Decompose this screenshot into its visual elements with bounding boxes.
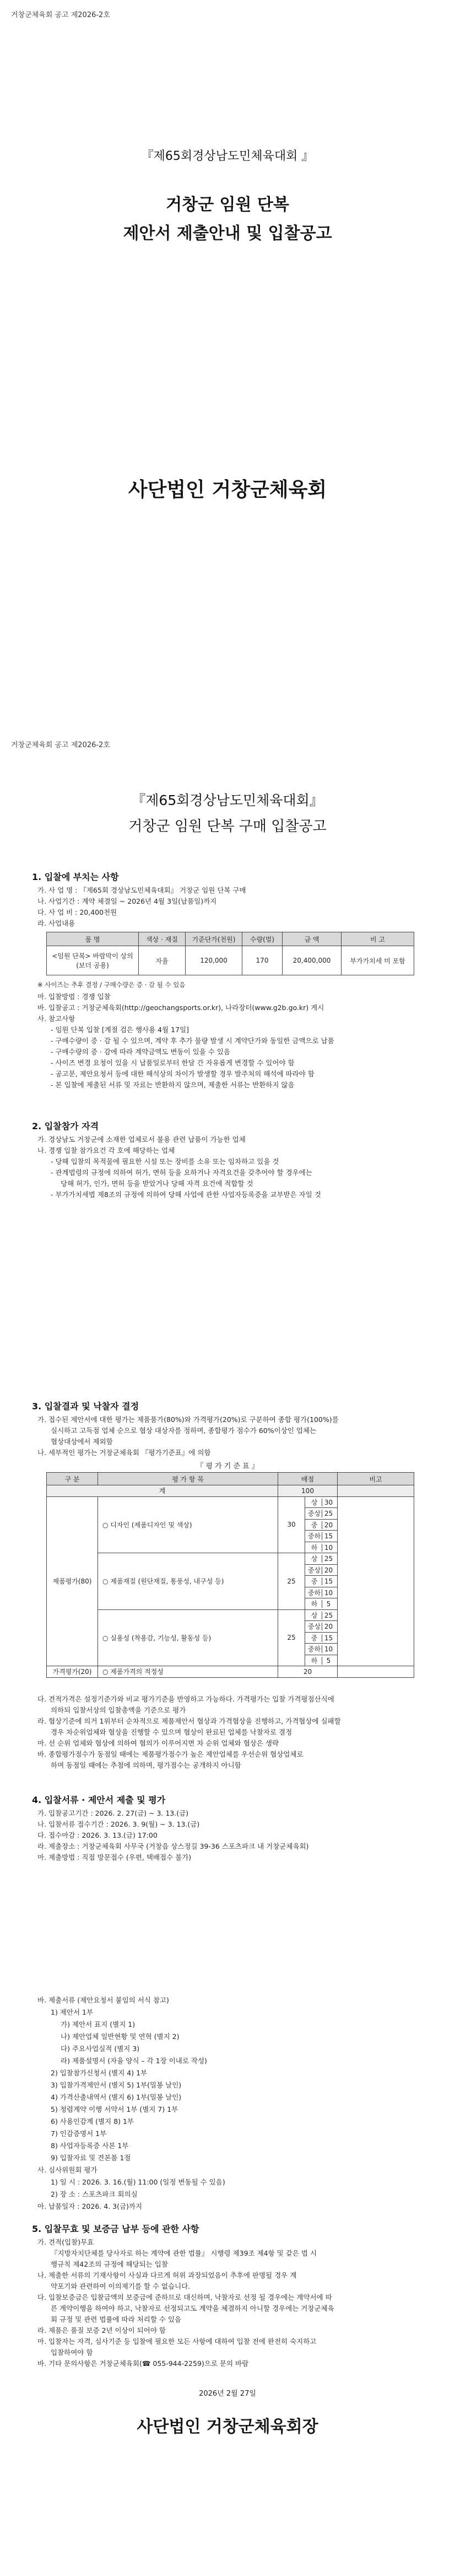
- table-cell: 170: [242, 946, 283, 975]
- section4-line: 나. 입찰서류 접수기간 : 2026. 3. 9(월) ~ 3. 13.(금): [37, 1820, 200, 1828]
- grade-cell: 중하 10: [305, 1644, 338, 1655]
- section1-subline: - 사이즈 변경 요청이 있을 시 납품일로부터 한달 간 자유롭게 변경할 수 있어야 함: [51, 1059, 295, 1067]
- section2-subline: - 관계법령의 규정에 의하여 허가, 면허 등을 요하거나 자격요건을 갖추어야 할 경우에는: [51, 1168, 312, 1177]
- section3-line: 실시하고 고득점 업체 순으로 협상 대상자를 정하며, 종합평가 점수가 60%이상인 업체는: [51, 1426, 317, 1435]
- grade-cell: 중상 25: [305, 1508, 338, 1520]
- section3-line: 라. 협상기준에 의거 1위부터 순차적으로 제품제안서 협상과 가격협상을 진행하고, 가격협상에 실패할: [37, 1717, 341, 1725]
- tech-eval-label: 제품평가(80): [47, 1496, 98, 1666]
- grade-cell: 중 15: [305, 1576, 338, 1587]
- grade-cell: 하 10: [305, 1542, 338, 1553]
- section3-line: 바. 종합평가점수가 동점일 때에는 제품평가점수가 높은 제안업체를 우선순위 협상업체로: [37, 1750, 304, 1758]
- table-cell: 부가가치세 미 포함: [342, 946, 414, 975]
- section1-subline: - 구매수량이 증 · 감 될 수 있으며, 계약 후 추가 물량 발생 시 계약단가와 동일한 금액으로 납품: [51, 1037, 334, 1045]
- table-cell: <임원 단복> 바람막이 상의 (보더 공용): [47, 946, 139, 975]
- grade-cell: 하 5: [305, 1598, 338, 1610]
- table-header-cell: 비 고: [342, 932, 414, 946]
- section2-subline: 당해 허가, 인가, 면허 등을 받았거나 당해 자격 요건에 적합할 것: [61, 1179, 253, 1188]
- section3-line: 다. 견적가격은 설정기준가와 비교 평가기준을 반영하고 가능하다. 가격평가는 입찰 가격평점산식에: [37, 1695, 334, 1703]
- evaluation-table-caption: 『 평 가 기 준 표 』: [196, 1462, 259, 1471]
- section4-doc-line: 8) 사업자등록증 사본 1부: [51, 2142, 129, 2150]
- table-row: [47, 1496, 414, 1508]
- issuer-organization: 사단법인 거창군체육회장: [137, 2417, 318, 2437]
- table-header-cell: 평 가 항 목: [98, 1473, 278, 1485]
- section1-subline: - 구매수량의 증 · 감에 따라 계약금액도 변동이 있을 수 있음: [51, 1048, 230, 1056]
- section2-line: 나. 경쟁 입찰 참가요건 각 호에 해당하는 업체: [37, 1146, 175, 1155]
- table-row: [47, 946, 414, 975]
- grade-cell: 중 15: [305, 1632, 338, 1644]
- section3-heading: 3. 입찰결과 및 낙찰자 결정: [32, 1401, 139, 1412]
- section1-subline: - 임원 단복 입찰 [계절 검은 행사용 4월 17일]: [51, 1026, 189, 1034]
- section3-line: 나. 세부적인 평가는 거창군체육회 『평가기준표』에 의함: [37, 1448, 211, 1457]
- eval-points: 25: [278, 1553, 305, 1610]
- remark-cell: [338, 1496, 414, 1666]
- eval-item: ○ 제품가격의 적정성: [98, 1666, 278, 1678]
- section1-line: 바. 입찰공고 : 거창군체육회(http://geochangsports.or.kr), 나라장터(www.g2b.go.kr) 게시: [37, 1003, 324, 1012]
- section4-doc-line: 6) 사용인감계 (별지 8) 1부: [51, 2117, 134, 2126]
- grade-cell: 상 25: [305, 1609, 338, 1621]
- table-header-cell: 배점: [278, 1473, 338, 1485]
- section5-line: 른 계약이행을 하여야 하고, 낙찰자로 선정되고도 계약을 체결하지 아니할 경우에는 거창군체육: [51, 2304, 334, 2312]
- eval-points: 25: [278, 1609, 305, 1666]
- section4-doc-line: 사. 심사위원회 평가: [37, 2166, 98, 2174]
- section4-doc-line: 9) 입찰자료 및 견본품 1점: [51, 2154, 131, 2162]
- section1-subline: - 공고문, 제안요청서 등에 대한 해석상의 차이가 발생할 경우 발주처의 해석에 따라야 함: [51, 1070, 315, 1078]
- cover-event-name: 『제65회경상남도민체육대회 』: [141, 149, 314, 163]
- section3-line: 의하되 입찰서상의 입찰총액을 기준으로 평가: [51, 1706, 186, 1714]
- section1-line: 가. 사 업 명 : 『제65회 경상남도민체육대회』 거창군 임원 단복 구매: [37, 886, 246, 894]
- section4-doc-line: 3) 입찰가격제안서 (별지 5) 1부(밀봉 날인): [51, 2081, 182, 2089]
- total-points: 100: [278, 1485, 338, 1497]
- notice-date: 2026년 2월 27일: [199, 2390, 256, 2398]
- grade-cell: 중하 15: [305, 1531, 338, 1542]
- section4-doc-line: 1) 제안서 1부: [51, 2008, 94, 2016]
- section1-line: 나. 사업기간 : 계약 체결일 ~ 2026년 4월 3일(납품일)까지: [37, 897, 217, 905]
- cover-title-line2: 제안서 제출안내 및 입찰공고: [123, 224, 332, 243]
- section5-line: 마. 입찰자는 자격, 심사기준 등 입찰에 필요한 모든 사항에 대하여 입찰 전에 완전히 숙지하고: [37, 2337, 317, 2346]
- eval-item: ○ 실용성 (착용감, 기능성, 활동성 등): [98, 1609, 278, 1666]
- table-cell: 120,000: [186, 946, 242, 975]
- eval-points: 30: [278, 1496, 305, 1553]
- table-header-cell: 금 액: [283, 932, 342, 946]
- section4-doc-line: 4) 가격산출내역서 (별지 6) 1부(밀봉 날인): [51, 2093, 182, 2101]
- section5-line: 바. 기타 문의사항은 거창군체육회(☎ 055-944-2259)으로 문의 바람: [37, 2359, 249, 2368]
- section1-line: 사. 참고사항: [37, 1015, 75, 1023]
- section4-line: 마. 제출방법 : 직접 방문접수 (우편, 택배접수 불가): [37, 1853, 192, 1861]
- section4-doc-line: 나) 제안업체 일반현황 및 연혁 (별지 2): [61, 2032, 180, 2041]
- eval-item: ○ 제품재질 (원단재질, 통풍성, 내구성 등): [98, 1553, 278, 1610]
- section1-line: 라. 사업내용: [37, 919, 75, 927]
- section1-subline: - 본 입찰에 제출된 서류 및 자료는 반환하지 않으며, 제출한 서류는 반환하지 않음: [51, 1081, 295, 1089]
- section5-line: 입찰하여야 함: [51, 2348, 93, 2357]
- section5-line: 행규칙 제42조의 규정에 해당되는 입찰: [51, 2260, 168, 2268]
- evaluation-table-header: [47, 1473, 414, 1485]
- product-table: [46, 932, 414, 975]
- price-eval-label: 가격평가(20): [47, 1666, 98, 1678]
- cover-title-line1: 거창군 임원 단복: [166, 195, 289, 214]
- section4-doc-line: 1) 일 시 : 2026. 3. 16.(월) 11:00 (일정 변동될 수 있음): [51, 2178, 225, 2186]
- section3-line: 경우 차순위업체와 협상을 진행할 수 있으며 협상이 완료된 업체를 낙찰자로 결정: [51, 1728, 292, 1736]
- table-header-cell: 수량(벌): [242, 932, 283, 946]
- section5-line: 『지방자치단체를 당사자로 하는 계약에 관한 법률』 시행령 제39조 제4항 및 같은 법 시: [51, 2249, 317, 2257]
- section2-line: 가. 경상남도 거창군에 소재한 업체로서 불용 관련 납품이 가능한 업체: [37, 1135, 246, 1144]
- section3-line: 협상대상에서 제외함: [51, 1437, 113, 1446]
- table-header-cell: 품 명: [47, 932, 139, 946]
- grade-cell: 중 20: [305, 1519, 338, 1531]
- total-label: 계: [47, 1485, 278, 1497]
- section5-heading: 5. 입찰무효 및 보증금 납부 등에 관한 사항: [32, 2224, 199, 2234]
- section5-line: 가. 견적(입찰)무효: [37, 2238, 94, 2246]
- section4-doc-line: 2) 입찰참가신청서 (별지 4) 1부: [51, 2069, 148, 2077]
- section5-line: 라. 제품은 품질 보증 2년 이상이 되어야 함: [37, 2326, 166, 2334]
- remark-cell: [338, 1485, 414, 1497]
- section4-line: 다. 접수마감 : 2026. 3. 13.(금) 17:00: [37, 1831, 158, 1839]
- section1-line: 마. 입찰방법 : 경쟁 입찰: [37, 992, 111, 1001]
- table-row: [47, 1666, 414, 1678]
- table-header-cell: 색상 · 재질: [139, 932, 186, 946]
- grade-cell: 중하 10: [305, 1587, 338, 1598]
- doc-notice-number: 거창군체육회 공고 제2026-2호: [11, 741, 110, 749]
- section4-heading: 4. 입찰서류 · 제안서 제출 및 평가: [32, 1795, 166, 1805]
- table-header-cell: 기준단가(천원): [186, 932, 242, 946]
- grade-cell: 상 25: [305, 1553, 338, 1565]
- grade-cell: 상 30: [305, 1496, 338, 1508]
- grade-cell: 중상 20: [305, 1621, 338, 1633]
- section4-doc-line: 7) 인감증명서 1부: [51, 2129, 107, 2138]
- product-table-header: [47, 932, 414, 946]
- section3-line: 가. 접수된 제안서에 대한 평가는 제품품가(80%)와 가격평가(20%)로 구분하여 종합 평가(100%)를: [37, 1415, 339, 1424]
- section5-line: 나. 제출한 서류의 기재사항이 사실과 다르게 허위 과장되었음이 추후에 판명될 경우 계: [37, 2271, 297, 2279]
- remark-cell: [338, 1666, 414, 1678]
- section1-note: ※ 사이즈는 추후 결정 / 구매수량은 증 · 감 될 수 있음: [37, 981, 186, 989]
- section4-doc-line: 바. 제출서류 (제안요청서 붙임의 서식 참고): [37, 1996, 169, 2004]
- section4-doc-line: 가) 제안서 표지 (별지 1): [61, 2020, 136, 2028]
- cover-notice-number: 거창군체육회 공고 제2026-2호: [11, 11, 110, 19]
- section3-line: 마. 선 순위 업체와 협상에 의하여 협의가 이루어지면 차 순위 업체와 협상은 생략: [37, 1739, 279, 1747]
- doc-title: 거창군 임원 단복 구매 입찰공고: [128, 818, 327, 835]
- table-header-cell: 구 분: [47, 1473, 98, 1485]
- eval-points: 20: [278, 1666, 338, 1678]
- section4-doc-line: 아. 납품일자 : 2026. 4. 3(금)까지: [37, 2202, 143, 2210]
- cover-organization: 사단법인 거창군체육회: [128, 479, 327, 501]
- section5-line: 다. 입찰보증금은 입찰금액의 보증금에 준하므로 대신하며, 낙찰자로 선정 될 경우에는 계약서에 따: [37, 2293, 332, 2301]
- section1-line: 다. 사 업 비 : 20,400천원: [37, 908, 117, 916]
- table-header-cell: 비고: [338, 1473, 414, 1485]
- section5-line: 약포기와 관련하여 이의제기를 할 수 없습니다.: [51, 2282, 191, 2290]
- doc-event-name: 『제65회경상남도민체육대회』: [132, 792, 323, 808]
- table-cell: 20,400,000: [283, 946, 342, 975]
- grade-cell: 중상 20: [305, 1564, 338, 1576]
- section4-doc-line: 다) 주요사업실적 (별지 3): [61, 2044, 140, 2053]
- table-row: [47, 1485, 414, 1497]
- eval-item: ○ 디자인 (제품디자인 및 색상): [98, 1496, 278, 1553]
- section2-heading: 2. 입찰참가 자격: [32, 1121, 99, 1131]
- evaluation-table: [46, 1472, 414, 1678]
- section4-line: 라. 제출장소 : 거창군체육회 사무국 (거창읍 상스정길 39-36 스포츠파크 내 거창군체육회): [37, 1842, 309, 1850]
- section5-line: 회 규정 및 관련 법률에 따라 처리할 수 있음: [51, 2315, 182, 2323]
- section4-doc-line: 5) 청렴계약 이행 서약서 1부 (별지 7) 1부: [51, 2105, 178, 2113]
- section4-doc-line: 라) 제품설명서 (자율 양식 – 각 1장 이내로 작성): [61, 2057, 207, 2065]
- section4-line: 가. 입찰공고기간 : 2026. 2. 27(금) ~ 3. 13.(금): [37, 1809, 189, 1817]
- table-cell: 자율: [139, 946, 186, 975]
- section1-heading: 1. 입찰에 부치는 사항: [32, 872, 119, 882]
- grade-cell: 하 5: [305, 1655, 338, 1666]
- section3-line: 하며 동점일 때에는 추첨에 의하며, 평가점수는 공개하지 아니함: [51, 1761, 241, 1769]
- section2-subline: - 부가가치세법 제8조의 규정에 의하여 당해 사업에 관한 사업자등록증을 교부받은 자일 것: [51, 1190, 321, 1199]
- section2-subline: - 당해 입찰의 목적물에 필요한 시설 또는 장비를 소유 또는 임차하고 있을 것: [51, 1157, 279, 1166]
- section4-doc-line: 2) 장 소 : 스포츠파크 회의실: [51, 2190, 138, 2198]
